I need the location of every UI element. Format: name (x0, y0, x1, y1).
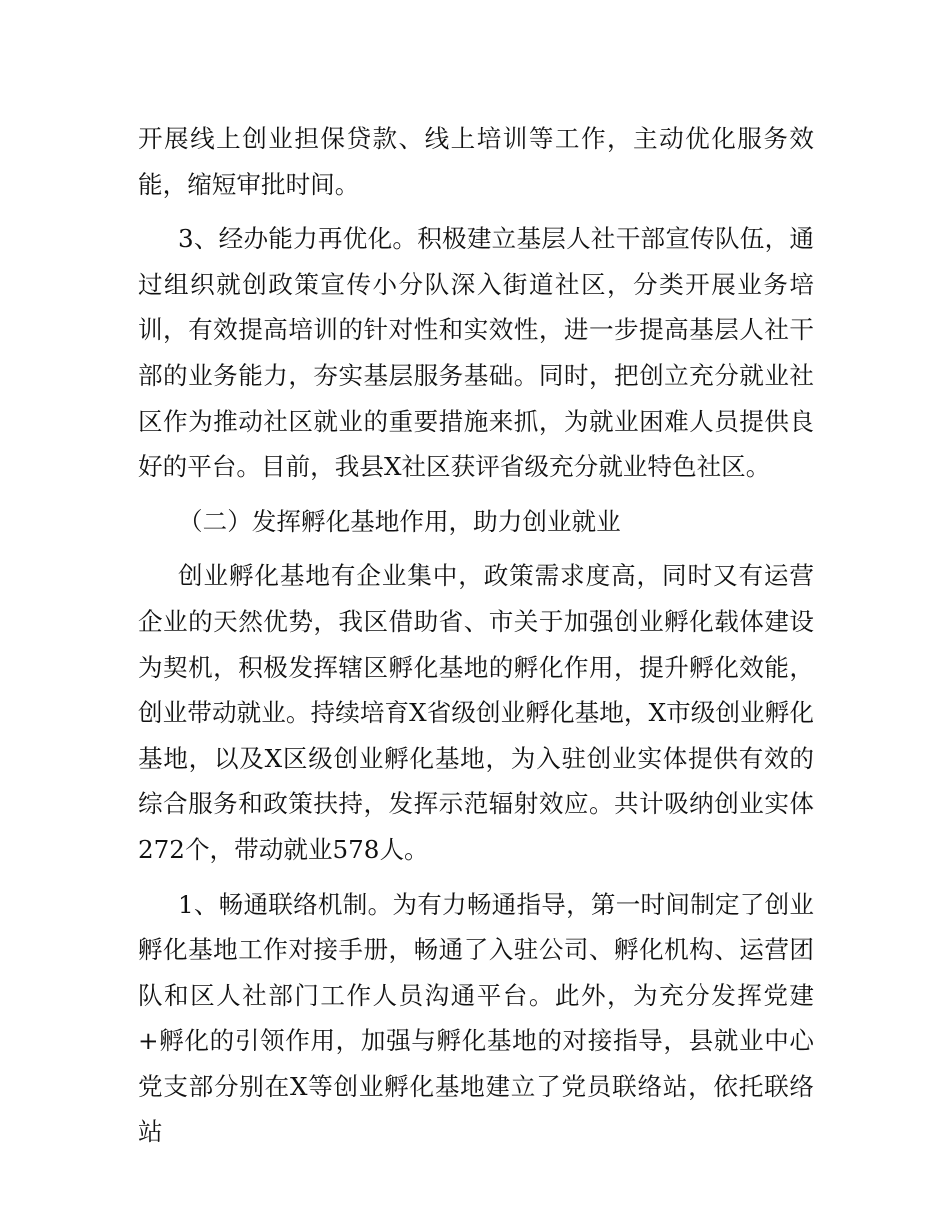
paragraph-gap (138, 207, 814, 216)
paragraph-liaison-mechanism: 1、畅通联络机制。为有力畅通指导，第一时间制定了创业孵化基地工作对接手册，畅通了入驻公司、孵化机构、运营团队和区人社部门工作人员沟通平台。此外，为充分发挥党建+孵化的引领作用，加强与孵化基地的对接指导，县就业中心党支部分别在X等创业孵化基地建立了党员联络站，依托联络站 (138, 889, 814, 1147)
paragraph-gap (138, 873, 814, 882)
paragraph-handling-capacity: 3、经办能力再优化。积极建立基层人社干部宣传队伍，通过组织就创政策宣传小分队深入街道社区，分类开展业务培训，有效提高培训的针对性和实效性，进一步提高基层人社干部的业务能力，夯实基层服务基础。同时，把创立充分就业社区作为推动社区就业的重要措施来抓，为就业困难人员提供良好的平台。目前，我县X社区获评省级充分就业特色社区。 (138, 224, 814, 482)
paragraph-continuation: 开展线上创业担保贷款、线上培训等工作，主动优化服务效能，缩短审批时间。 (138, 124, 814, 199)
paragraph-gap (138, 490, 814, 499)
paragraph-incubation-base: 创业孵化基地有企业集中，政策需求度高，同时又有运营企业的天然优势，我区借助省、市关于加强创业孵化载体建设为契机，积极发挥辖区孵化基地的孵化作用，提升孵化效能，创业带动就业。持续培育X省级创业孵化基地，X市级创业孵化基地，以及X区级创业孵化基地，为入驻创业实体提供有效的综合服务和政策扶持，发挥示范辐射效应。共计吸纳创业实体272个，带动就业578人。 (138, 561, 814, 864)
document-body (138, 116, 814, 1155)
paragraph-gap (138, 544, 814, 553)
section-heading: （二）发挥孵化基地作用，助力创业就业 (178, 506, 621, 536)
